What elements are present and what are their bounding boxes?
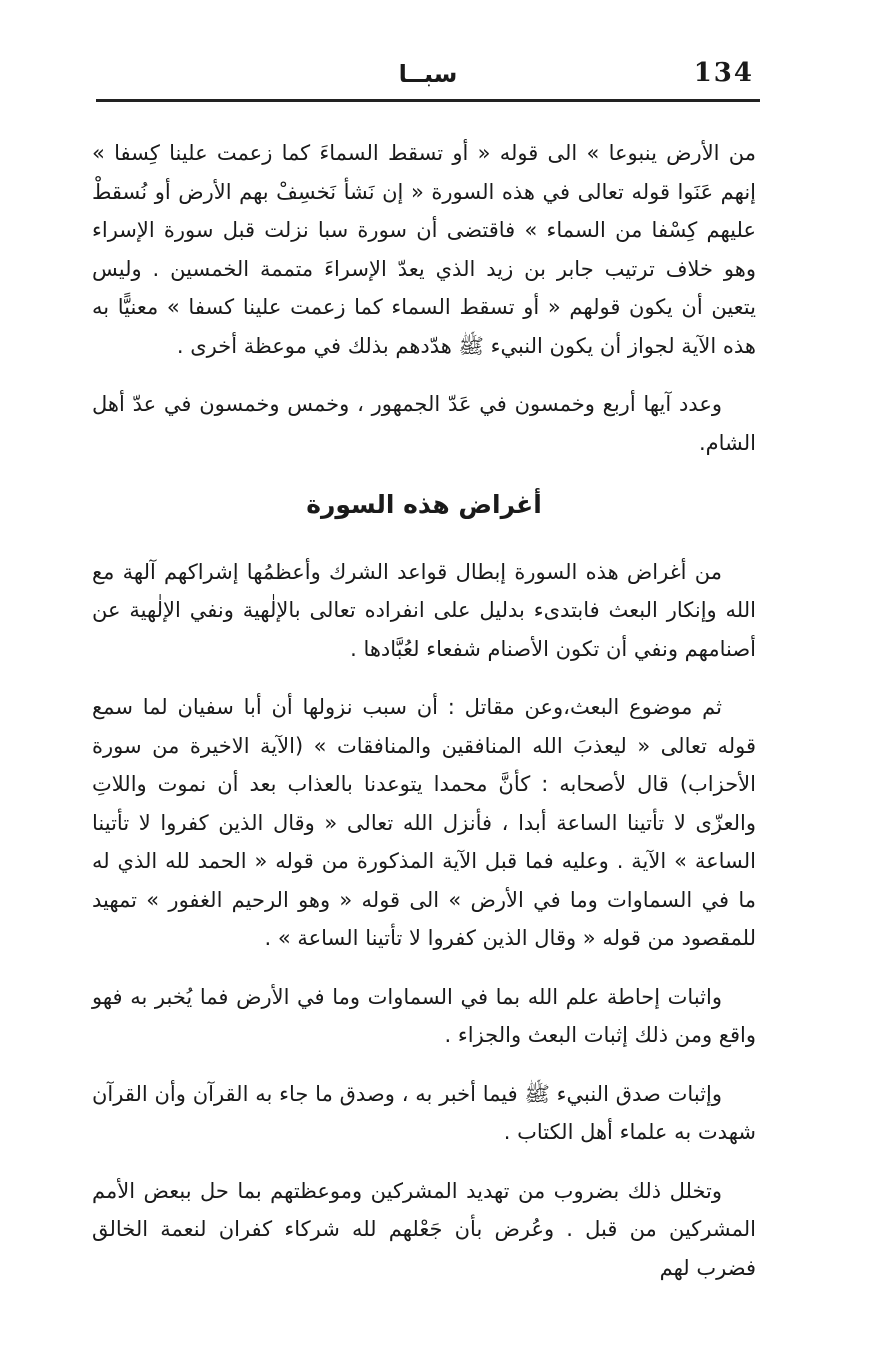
paragraph-aims-shirk: من أغراض هذه السورة إبطال قواعد الشرك وأعظمُها إشراكهم آلهة مع الله وإنكار البعث فابتدىء بدليل على انفراده تعالى بالإلٰهية ونفي الإلٰهية عن أصنامهم ونفي أن تكون الأصنام شفعاء لعُبَّادها . <box>92 559 756 661</box>
running-title: سبــا <box>398 60 458 88</box>
paragraph-aims-resurrection: ثم موضوع البعث،وعن مقاتل : أن سبب نزولها أن أبا سفيان لما سمع قوله تعالى « ليعذبَ الله المنافقين والمنافقات » (الآية الاخيرة من سورة الأحزاب) قال لأصحابه : كأنَّ محمدا يتوعدنا بالعذاب بعد أن نموت واللاتِ والعزّى لا تأتينا الساعة أبدا ، فأنزل الله تعالى « وقال الذين كفروا لا تأتينا الساعة » الآية . وعليه فما قبل الآية المذكورة من قوله « الحمد لله الذي له ما في السماوات وما في الأرض » الى قوله « وهو الرحيم الغفور » تمهيد للمقصود من قوله « وقال الذين كفروا لا تأتينا الساعة » . <box>92 695 756 950</box>
page-body <box>92 134 756 1307</box>
paragraph-aims-warning: وتخلل ذلك بضروب من تهديد المشركين وموعظتهم بما حل ببعض الأمم المشركين من قبل . وعُرض بأن جَعْلهم لله شركاء كفران لنعمة الخالق فضرب لهم <box>92 1178 756 1280</box>
paragraph-verse-count: وعدد آيها أربع وخمسون في عَدّ الجمهور ، وخمس وخمسون في عدّ أهل الشام. <box>92 392 756 455</box>
paragraph-intro-continuation: من الأرض ينبوعا » الى قوله « أو تسقط السماءَ كما زعمت علينا كِسفا » إنهم عَنَوا قوله تعالى في هذه السورة « إن نَشأ نَخسِفْ بهم الأرض أو نُسقطْ عليهم كِسْفا من السماء » فاقتضى أن سورة سبا نزلت قبل سورة الإسراء وهو خلاف ترتيب جابر بن زيد الذي يعدّ الإسراءَ متممة الخمسين . وليس يتعين أن يكون قولهم « أو تسقط السماء كما زعمت علينا كسفا » معنيًّا به هذه الآية لجواز أن يكون النبيء ﷺ هدّدهم بذلك في موعظة أخرى . <box>92 141 756 358</box>
page-header <box>96 58 760 96</box>
paragraph-aims-prophet: وإثبات صدق النبيء ﷺ فيما أخبر به ، وصدق ما جاء به القرآن وأن القرآن شهدت به علماء أهل الكتاب . <box>92 1081 756 1144</box>
page-number: 134 <box>693 58 754 88</box>
header-rule <box>96 99 760 102</box>
paragraph-aims-knowledge: واثبات إحاطة علم الله بما في السماوات وما في الأرض فما يُخبر به فهو واقع ومن ذلك إثبات البعث والجزاء . <box>92 984 756 1047</box>
section-heading: أغراض هذه السورة <box>306 490 542 519</box>
